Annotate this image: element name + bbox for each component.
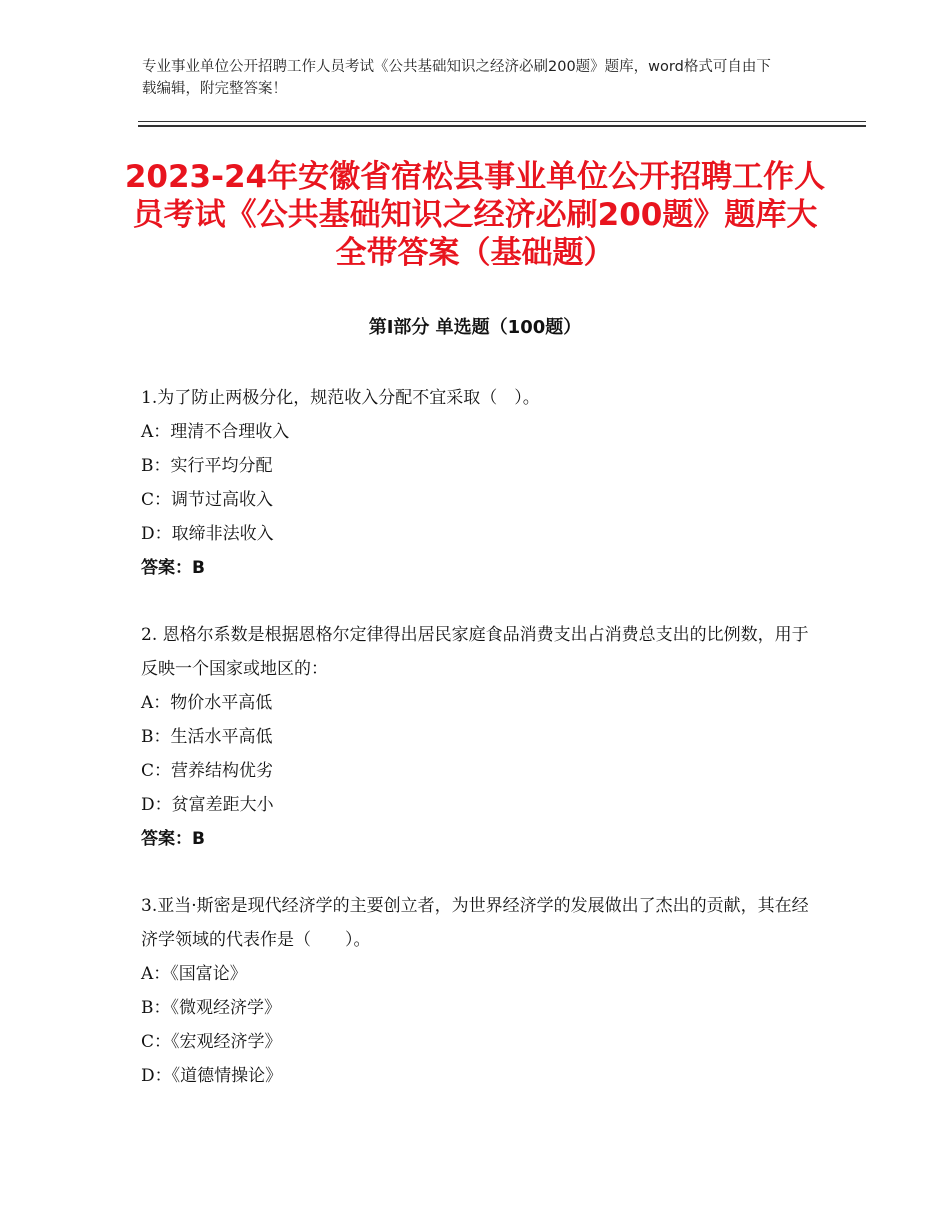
question-stem: 1.为了防止两极分化，规范收入分配不宜采取（ ）。 — [141, 388, 540, 408]
header-rule-thick — [138, 125, 866, 127]
option-a: A：理清不合理收入 — [141, 422, 290, 442]
option-a: A：物价水平高低 — [141, 693, 273, 713]
question-1 — [141, 381, 811, 585]
option-c: C：《宏观经济学》 — [141, 1032, 282, 1052]
option-c: C：营养结构优劣 — [141, 761, 274, 781]
option-d: D：取缔非法收入 — [141, 524, 274, 544]
question-stem: 3.亚当·斯密是现代经济学的主要创立者，为世界经济学的发展做出了杰出的贡献，其在经济学领域的代表作是（ ）。 — [141, 896, 809, 950]
question-list — [141, 381, 811, 1126]
header-rule-thin — [138, 121, 866, 122]
option-a: A：《国富论》 — [141, 964, 247, 984]
option-d: D：《道德情操论》 — [141, 1066, 283, 1086]
option-b: B：《微观经济学》 — [141, 998, 281, 1018]
option-c: C：调节过高收入 — [141, 490, 274, 510]
question-2 — [141, 618, 811, 856]
question-3 — [141, 889, 811, 1093]
option-b: B：实行平均分配 — [141, 456, 273, 476]
option-d: D：贫富差距大小 — [141, 795, 274, 815]
section-title: 第Ⅰ部分 单选题（100题） — [368, 317, 582, 338]
answer: 答案：B — [141, 829, 205, 849]
header-note: 专业事业单位公开招聘工作人员考试《公共基础知识之经济必刷200题》题库，word格式可自由下载编辑，附完整答案！ — [142, 59, 771, 97]
option-b: B：生活水平高低 — [141, 727, 273, 747]
answer: 答案：B — [141, 558, 205, 578]
document-title: 2023-24年安徽省宿松县事业单位公开招聘工作人员考试《公共基础知识之经济必刷200题》题库大全带答案（基础题） — [124, 159, 826, 271]
question-stem: 2. 恩格尔系数是根据恩格尔定律得出居民家庭食品消费支出占消费总支出的比例数，用于反映一个国家或地区的： — [141, 625, 809, 679]
